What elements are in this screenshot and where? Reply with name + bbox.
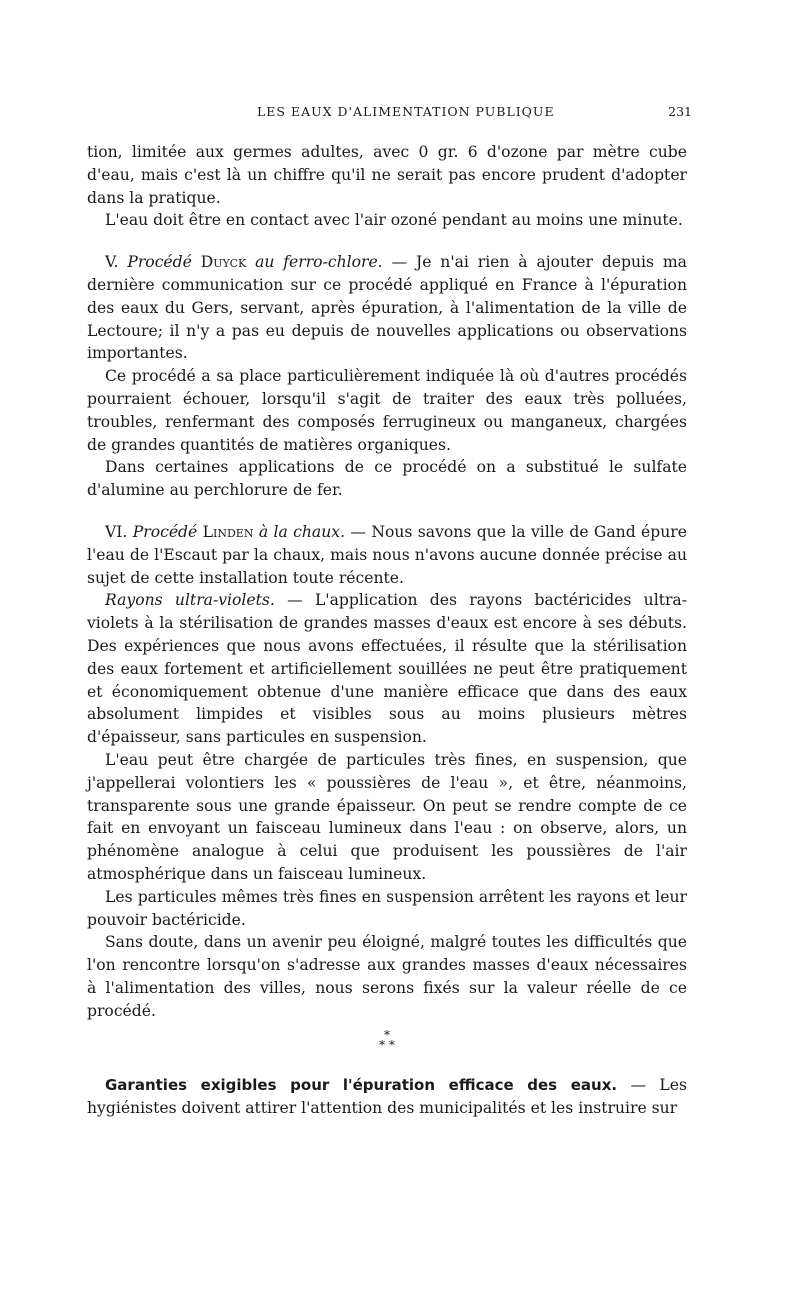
paragraph-avenir: Sans doute, dans un avenir peu éloigné, malgré toutes les difficultés que l'on rencontre lorsqu'on s'adresse aux grandes masses d'eaux nécessaires à l'alimentation des villes, nous serons fixés sur la valeur réelle de ce procédé. [87, 933, 687, 1020]
rayons-title: Rayons ultra-violets. [105, 591, 275, 610]
section-v [87, 251, 687, 365]
asterism-bottom: * * [379, 1038, 395, 1053]
section-vi-name: Linden [202, 522, 254, 541]
section-garanties [87, 1074, 687, 1120]
section-vi [87, 521, 687, 589]
section-v-name: Duyck [200, 253, 247, 272]
paragraph-continuation: tion, limitée aux germes adultes, avec 0 gr. 6 d'ozone par mètre cube d'eau, mais c'est là un chiffre qu'il ne serait pas encore prudent d'adopter dans la pratique. [87, 143, 687, 207]
garanties-text: — Les hygiénistes doivent attirer l'attention des municipalités et les instruire sur [87, 1076, 687, 1118]
page-body [87, 141, 687, 1120]
paragraph-sulfate: Dans certaines applications de ce procédé on a substitué le sulfate d'alumine au perchlorure de fer. [87, 458, 687, 500]
paragraph-procede-place: Ce procédé a sa place particulièrement indiquée là où d'autres procédés pourraient échouer, lorsqu'il s'agit de traiter des eaux très polluées, troubles, renfermant des composés ferrugineux ou manganeux, chargées de grandes quantités de matières organiques. [87, 367, 687, 454]
section-v-proc: Procédé [127, 253, 192, 272]
section-vi-text: — Nous savons que la ville de Gand épure l'eau de l'Escaut par la chaux, mais nous n'avons aucune donnée précise au sujet de cette installation toute récente. [87, 522, 687, 587]
asterism [87, 1028, 687, 1053]
section-rayons [87, 589, 687, 749]
running-title: LES EAUX D'ALIMENTATION PUBLIQUE [257, 104, 555, 119]
section-vi-proc: Procédé [132, 522, 198, 541]
section-vi-label: VI. [105, 522, 128, 541]
paragraph-particules: L'eau peut être chargée de particules très fines, en suspension, que j'appellerai volontiers les « poussières de l'eau », et être, néanmoins, transparente sous une grande épaisseur. On peut se rendre compte de ce fait en envoyant un faisceau lumineux dans l'eau : on observe, alors, un phénomène analogue à celui que produisent les poussières de l'air atmosphérique dans un faisceau lumineux. [87, 750, 687, 883]
rayons-text: — L'application des rayons bactéricides ultra-violets à la stérilisation de grandes masses d'eaux est encore à ses débuts. Des expériences que nous avons effectuées, il résulte que la stérilisation des eaux fortement et artificiellement souillées ne peut être pratiquement et économiquement obtenue d'une manière efficace que dans des eaux absolument limpides et visibles sous au moins plusieurs mètres d'épaisseur, sans particules en suspension. [87, 591, 687, 747]
garanties-title: Garanties exigibles pour l'épuration efficace des eaux. [105, 1076, 618, 1095]
paragraph-bactericide: Les particules mêmes très fines en suspension arrêtent les rayons et leur pouvoir bactéricide. [87, 887, 687, 929]
section-vi-suffix: à la chaux. [258, 522, 346, 541]
section-v-suffix: au ferro-chlore. [255, 253, 383, 272]
page-number: 231 [668, 104, 692, 119]
paragraph-ozone-contact: L'eau doit être en contact avec l'air ozoné pendant au moins une minute. [105, 211, 683, 230]
asterism-top: * [384, 1028, 390, 1043]
section-v-label: V. [105, 253, 119, 272]
section-v-text: — Je n'ai rien à ajouter depuis ma dernière communication sur ce procédé appliqué en France à l'épuration des eaux du Gers, servant, après épuration, à l'alimentation de la ville de Lectoure; il n'y a pas eu depuis de nouvelles applications ou observations importantes. [87, 253, 687, 363]
